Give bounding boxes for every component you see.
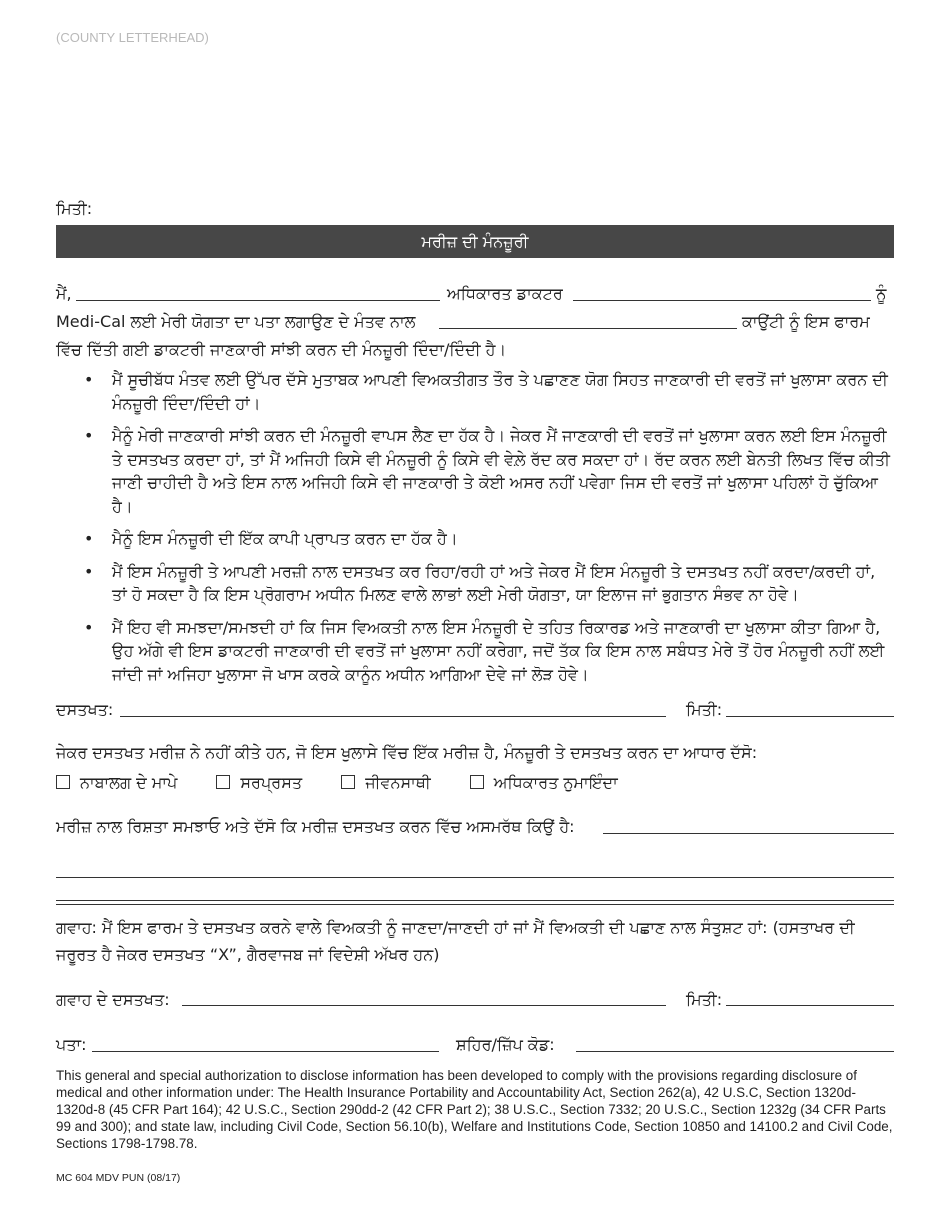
checkbox-guardian[interactable] <box>216 771 302 795</box>
relationship-text: ਮਰੀਜ਼ ਨਾਲ ਰਿਸ਼ਤਾ ਸਮਝਾਓ ਅਤੇ ਦੱਸੋ ਕਿ ਮਰੀਜ਼ ਦਸਤਖਤ ਕਰਨ ਵਿੱਚ ਅਸਮਰੱਥ ਕਿਉਂ ਹੈ: <box>56 817 575 836</box>
form-code: MC 604 MDV PUN (08/17) <box>56 1172 181 1184</box>
witness-signature-field[interactable] <box>182 1005 666 1006</box>
witness-text-line-2: ਜਰੂਰਤ ਹੈ ਜੇਕਰ ਦਸਤਖਤ “X”, ਗੈਰਵਾਜਬ ਜਾਂ ਵਿਦੇਸ਼ੀ ਅੱਖਰ ਹਨ) <box>56 945 440 964</box>
page-title: ਮਰੀਜ਼ ਦੀ ਮੰਨਜ਼ੂਰੀ <box>56 225 894 258</box>
relationship-field[interactable] <box>603 833 894 834</box>
patient-name-field[interactable] <box>76 300 440 301</box>
checkbox-icon <box>470 775 484 789</box>
checkbox-icon <box>56 775 70 789</box>
legal-disclaimer: This general and special authorization to disclose information has been developed to comply with the provisions regarding disclosure of medical and other information under: The Health Insurance Portability and Accountability Act, Section 262(a), 42 U.S.C, Section 1320d-1320d-8 (45 CFR Part 164); 42 U.S.C., Section 290dd-2 (42 CFR Part 2); 38 U.S.C., Section 7332; 20 U.S.C., Section 1232g (34 CFR Parts 99 and 300); and state law, including Civil Code, Section 56.10(b), Welfare and Institutions Code, Section 10850 and 14100.2 and Civil Code, Sections 1798-1798.78. <box>56 1068 893 1151</box>
doctor-name-field[interactable] <box>573 300 871 301</box>
county-letterhead: (COUNTY LETTERHEAD) <box>56 30 209 45</box>
i-label: ਮੈਂ, <box>56 284 72 303</box>
doctor-label: ਅਧਿਕਾਰਤ ਡਾਕਟਰ <box>447 284 563 303</box>
signature-date-field[interactable] <box>726 716 894 717</box>
checkbox-authorized-representative[interactable] <box>470 771 618 795</box>
signature-field[interactable] <box>120 716 666 717</box>
bullet-item: • ਮੈਂ ਇਸ ਮੰਨਜ਼ੂਰੀ ਤੇ ਆਪਣੀ ਮਰਜ਼ੀ ਨਾਲ ਦਸਤਖਤ ਕਰ ਰਿਹਾ/ਰਹੀ ਹਾਂ ਅਤੇ ਜੇਕਰ ਮੈਂ ਇਸ ਮੰਨਜ਼ੂਰੀ ਤੇ ਦਸਤਖਤ ਨਹੀਂ ਕਰਦਾ/ਕਰਦੀ ਹਾਂ, ਤਾਂ ਹੋ ਸਕਦਾ ਹੈ ਕਿ ਇਸ ਪ੍ਰੋਗਰਾਮ ਅਧੀਨ ਮਿਲਣ ਵਾਲੇ ਲਾਭਾਂ ਲਈ ਮੇਰੀ ਯੋਗਤਾ, ਯਾ ਇਲਾਜ ਜਾਂ ਭੁਗਤਾਨ ਸੰਭਵ ਨਾ ਹੋਵੇ। <box>56 560 894 607</box>
date-label: ਮਿਤੀ: <box>56 199 93 218</box>
checkbox-label: ਸਰਪ੍ਰਸਤ <box>240 773 303 792</box>
witness-date-label: ਮਿਤੀ: <box>686 990 723 1009</box>
witness-date-field[interactable] <box>726 1005 894 1006</box>
witness-text-line-1: ਗਵਾਹ: ਮੈਂ ਇਸ ਫਾਰਮ ਤੇ ਦਸਤਖਤ ਕਰਨੇ ਵਾਲੇ ਵਿਅਕਤੀ ਨੂੰ ਜਾਣਦਾ/ਜਾਣਦੀ ਹਾਂ ਜਾਂ ਮੈਂ ਵਿਅਕਤੀ ਦੀ ਪਛਾਣ ਨਾਲ ਸੰਤੁਸ਼ਟ ਹਾਂ: (ਹਸਤਾਖਰ ਦੀ <box>56 918 855 937</box>
witness-signature-label: ਗਵਾਹ ਦੇ ਦਸਤਖਤ: <box>56 990 170 1009</box>
bullet-item: • ਮੈਂ ਸੂਚੀਬੱਧ ਮੰਤਵ ਲਈ ਉੱਪਰ ਦੱਸੇ ਮੁਤਾਬਕ ਆਪਣੀ ਵਿਅਕਤੀਗਤ ਤੌਰ ਤੇ ਪਛਾਣਣ ਯੋਗ ਸਿਹਤ ਜਾਣਕਾਰੀ ਦੀ ਵਰਤੋਂ ਜਾਂ ਖੁਲਾਸਾ ਕਰਨ ਦੀ ਮੰਨਜ਼ੂਰੀ ਦਿੰਦਾ/ਦਿੰਦੀ ਹਾਂ। <box>56 368 894 415</box>
checkbox-label: ਨਾਬਾਲਗ ਦੇ ਮਾਪੇ <box>80 773 178 792</box>
medi-cal-text: Medi-Cal ਲਈ ਮੇਰੀ ਯੋਗਤਾ ਦਾ ਪਤਾ ਲਗਾਉਣ ਦੇ ਮੰਤਵ ਨਾਲ <box>56 312 416 331</box>
relationship-field-line-2[interactable] <box>56 877 894 878</box>
checkbox-minor-parent[interactable] <box>56 771 177 795</box>
consent-bullet-list <box>56 368 894 695</box>
section-divider <box>56 900 894 901</box>
basis-checkbox-group <box>56 771 652 795</box>
bullet-item: • ਮੈਂ ਇਹ ਵੀ ਸਮਝਦਾ/ਸਮਝਦੀ ਹਾਂ ਕਿ ਜਿਸ ਵਿਅਕਤੀ ਨਾਲ ਇਸ ਮੰਨਜ਼ੂਰੀ ਦੇ ਤਹਿਤ ਰਿਕਾਰਡ ਅਤੇ ਜਾਣਕਾਰੀ ਦਾ ਖੁਲਾਸਾ ਕੀਤਾ ਗਿਆ ਹੈ, ਉਹ ਅੱਗੇ ਵੀ ਇਸ ਡਾਕਟਰੀ ਜਾਣਕਾਰੀ ਦੀ ਵਰਤੋਂ ਜਾਂ ਖੁਲਾਸਾ ਨਹੀਂ ਕਰੇਗਾ, ਜਦੋਂ ਤੱਕ ਕਿ ਇਸ ਨਾਲ ਸਬੰਧਤ ਮੇਰੇ ਤੋਂ ਹੋਰ ਮੰਨਜ਼ੂਰੀ ਨਹੀਂ ਲਈ ਜਾਂਦੀ ਜਾਂ ਅਜਿਹਾ ਖੁਲਾਸਾ ਜੋ ਖਾਸ ਕਰਕੇ ਕਾਨੂੰਨ ਅਧੀਨ ਆਗਿਆ ਦੇਵੇ ਜਾਂ ਲੋੜ ਹੋਵੇ। <box>56 616 894 687</box>
section-divider <box>56 904 894 905</box>
city-zip-field[interactable] <box>576 1051 894 1052</box>
to-label: ਨੂੰ <box>876 284 887 303</box>
checkbox-label: ਅਧਿਕਾਰਤ ਨੁਮਾਇੰਦਾ <box>493 773 618 792</box>
checkbox-icon <box>216 775 230 789</box>
checkbox-icon <box>341 775 355 789</box>
bullet-item: • ਮੈਨੂੰ ਇਸ ਮੰਨਜ਼ੂਰੀ ਦੀ ਇੱਕ ਕਾਪੀ ਪ੍ਰਾਪਤ ਕਰਨ ਦਾ ਹੱਕ ਹੈ। <box>56 527 894 551</box>
county-text: ਕਾਉਂਟੀ ਨੂੰ ਇਸ ਫਾਰਮ <box>742 312 870 331</box>
city-zip-label: ਸ਼ਹਿਰ/ਜ਼ਿੱਪ ਕੋਡ: <box>456 1035 555 1054</box>
bullet-item: • ਮੈਨੂੰ ਮੇਰੀ ਜਾਣਕਾਰੀ ਸਾਂਝੀ ਕਰਨ ਦੀ ਮੰਨਜ਼ੂਰੀ ਵਾਪਸ ਲੈਣ ਦਾ ਹੱਕ ਹੈ। ਜੇਕਰ ਮੈਂ ਜਾਣਕਾਰੀ ਦੀ ਵਰਤੋਂ ਜਾਂ ਖੁਲਾਸਾ ਕਰਨ ਲਈ ਇਸ ਮੰਨਜ਼ੂਰੀ ਤੇ ਦਸਤਖਤ ਕਰਦਾ ਹਾਂ, ਤਾਂ ਮੈਂ ਅਜਿਹੀ ਕਿਸੇ ਵੀ ਮੰਨਜ਼ੂਰੀ ਨੂੰ ਕਿਸੇ ਵੀ ਵੇਲ਼ੇ ਰੱਦ ਕਰ ਸਕਦਾ ਹਾਂ। ਰੱਦ ਕਰਨ ਲਈ ਬੇਨਤੀ ਲਿਖਤ ਵਿੱਚ ਕੀਤੀ ਜਾਣੀ ਚਾਹੀਦੀ ਹੈ ਅਤੇ ਇਸ ਨਾਲ ਅਜਿਹੀ ਕਿਸੇ ਵੀ ਜਾਣਕਾਰੀ ਤੇ ਕੋਈ ਅਸਰ ਨਹੀਂ ਪਵੇਗਾ ਜਿਸ ਦੀ ਵਰਤੋਂ ਜਾਂ ਖੁਲਾਸਾ ਪਹਿਲਾਂ ਹੋ ਚੁੱਕਿਆ ਹੈ। <box>56 424 894 518</box>
address-field[interactable] <box>92 1051 439 1052</box>
address-label: ਪਤਾ: <box>56 1035 87 1054</box>
signing-basis-text: ਜੇਕਰ ਦਸਤਖਤ ਮਰੀਜ਼ ਨੇ ਨਹੀਂ ਕੀਤੇ ਹਨ, ਜੋ ਇਸ ਖੁਲਾਸੇ ਵਿੱਚ ਇੱਕ ਮਰੀਜ਼ ਹੈ, ਮੰਨਜ਼ੂਰੀ ਤੇ ਦਸਤਖਤ ਕਰਨ ਦਾ ਆਧਾਰ ਦੱਸੋ: <box>56 743 758 762</box>
signature-date-label: ਮਿਤੀ: <box>686 700 723 719</box>
county-name-field[interactable] <box>439 328 737 329</box>
consent-text: ਵਿੱਚ ਦਿੱਤੀ ਗਈ ਡਾਕਟਰੀ ਜਾਣਕਾਰੀ ਸਾਂਝੀ ਕਰਨ ਦੀ ਮੰਨਜ਼ੂਰੀ ਦਿੰਦਾ/ਦਿੰਦੀ ਹੈ। <box>56 340 507 359</box>
checkbox-label: ਜੀਵਨਸਾਥੀ <box>365 773 431 792</box>
checkbox-spouse[interactable] <box>341 771 430 795</box>
signature-label: ਦਸਤਖਤ: <box>56 700 114 719</box>
